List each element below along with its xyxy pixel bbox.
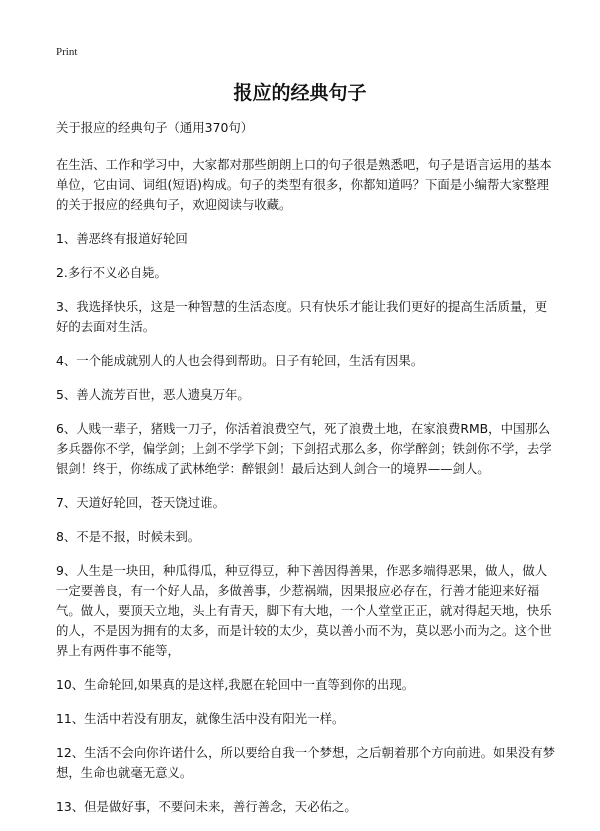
intro-paragraph: 在生活、工作和学习中，大家都对那些朗朗上口的句子很是熟悉吧，句子是语言运用的基本单位，它由词、词组(短语)构成。句子的类型有很多，你都知道吗？下面是小编帮大家整理的关于报应的经典句子，欢迎阅读与收藏。	[56, 157, 552, 212]
page-title: 报应的经典句子	[233, 82, 367, 104]
list-item: 13、但是做好事，不要问未来，善行善念，天必佑之。	[56, 799, 357, 814]
list-item: 6、人贱一辈子，猪贱一刀子，你活着浪费空气，死了浪费土地，在家浪费RMB，中国那么多兵器你不学，偏学剑；上剑不学学下剑；下剑招式那么多，你学醉剑；铁剑你不学，去学银剑！终于，你练成了武林绝学：醉银剑！最后达到人剑合一的境界——剑人。	[56, 421, 552, 476]
list-item: 4、一个能成就别人的人也会得到帮助。日子有轮回，生活有因果。	[56, 353, 424, 368]
list-item: 10、生命轮回,如果真的是这样,我愿在轮回中一直等到你的出现。	[56, 677, 415, 692]
list-item: 2.多行不义必自毙。	[56, 265, 167, 280]
print-link[interactable]: Print	[56, 46, 78, 58]
list-item: 7、天道好轮回，苍天饶过谁。	[56, 495, 225, 510]
list-item: 3、我选择快乐，这是一种智慧的生活态度。只有快乐才能让我们更好的提高生活质量，更好的去面对生活。	[56, 299, 548, 334]
list-item: 11、生活中若没有朋友，就像生活中没有阳光一样。	[56, 711, 345, 726]
list-item: 5、善人流芳百世，恶人遗臭万年。	[56, 387, 250, 402]
list-item: 1、善恶终有报道好轮回	[56, 231, 188, 246]
list-item: 12、生活不会向你许诺什么，所以要给自我一个梦想，之后朝着那个方向前进。如果没有梦想，生命也就毫无意义。	[56, 745, 556, 780]
list-item: 8、不是不报，时候未到。	[56, 529, 201, 544]
list-item: 9、人生是一块田，种瓜得瓜，种豆得豆，种下善因得善果，作恶多端得恶果，做人，做人一定要善良，有一个好人品，多做善事，少惹祸端，因果报应必存在，行善才能迎来好福气。做人，要顶天立地，头上有青天，脚下有大地，一个人堂堂正正，就对得起天地，快乐的人，不是因为拥有的太多，而是计较的太少，莫以善小而不为，莫以恶小而为之。这个世界上有两件事不能等，	[56, 563, 552, 658]
article-subtitle: 关于报应的经典句子（通用370句）	[56, 120, 254, 135]
article-body	[56, 118, 556, 831]
